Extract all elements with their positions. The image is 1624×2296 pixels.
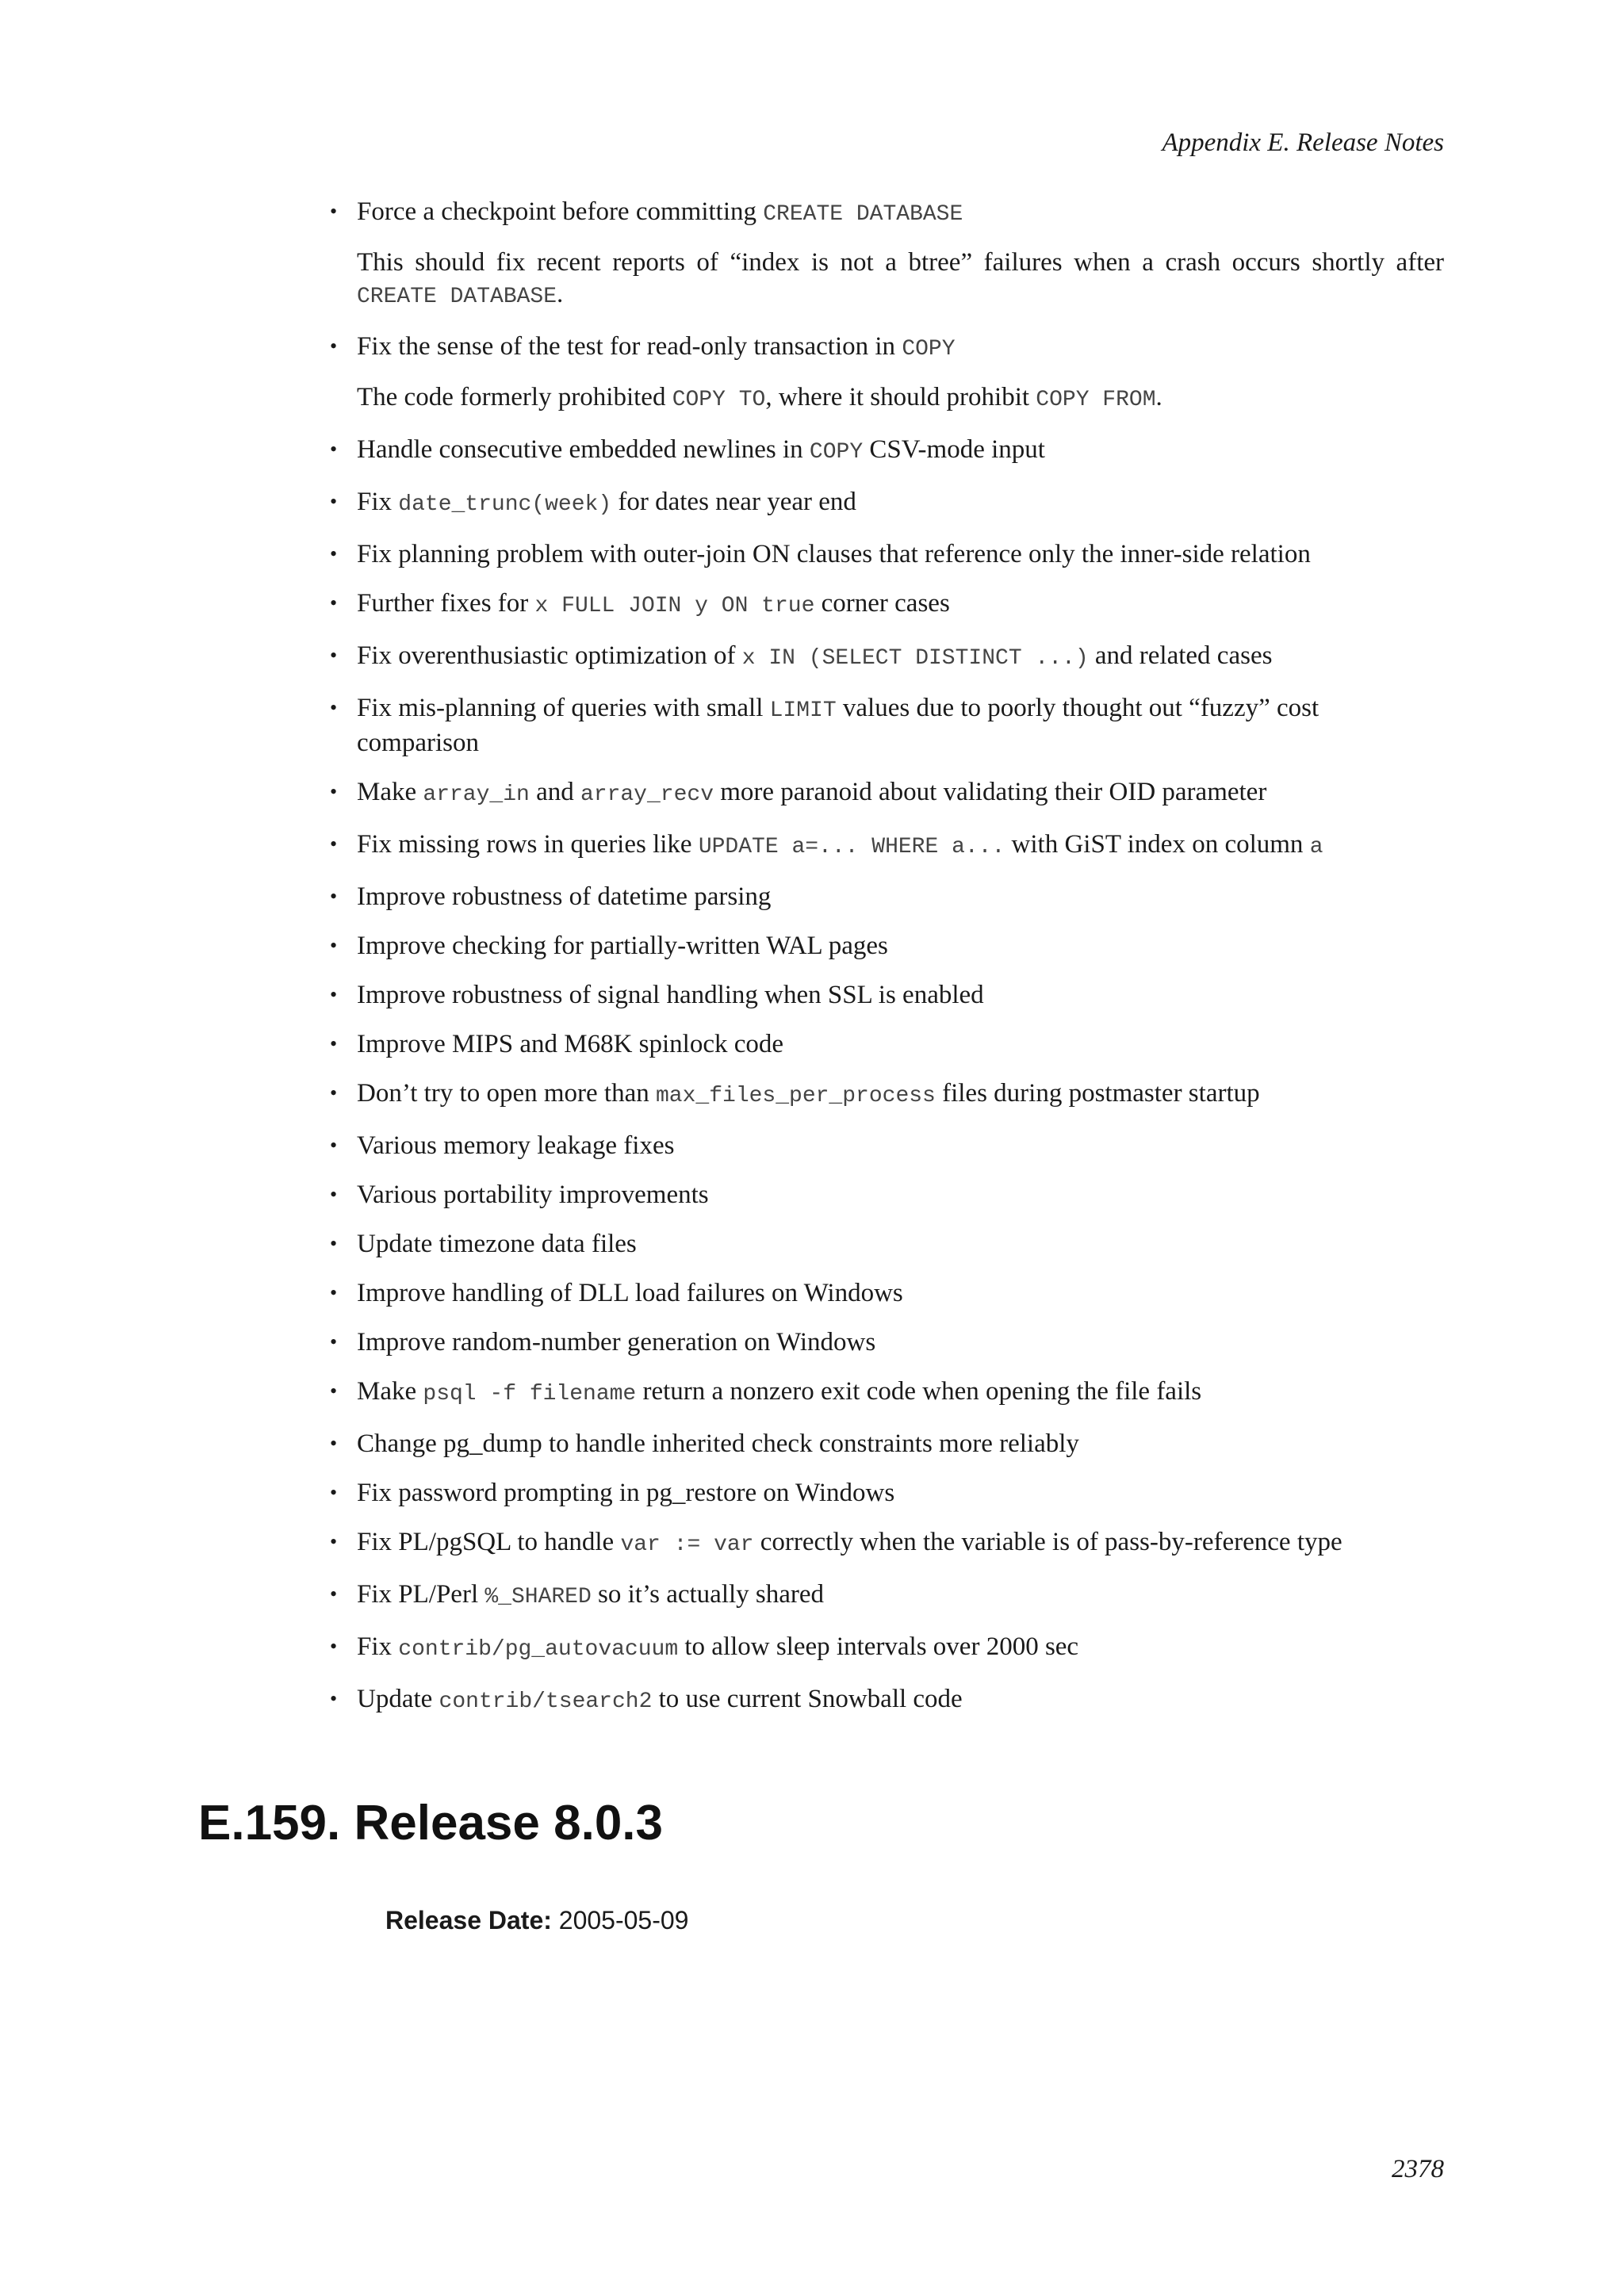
- code-literal: COPY: [809, 440, 864, 465]
- list-item: [324, 1477, 1444, 1509]
- bullet: •: [330, 490, 338, 513]
- list-item: • Further fixes for x FULL JOIN y ON true corner cases: [330, 589, 950, 618]
- release-date: [385, 1904, 688, 1936]
- code-literal: %_SHARED: [485, 1585, 592, 1609]
- code-literal: psql -f filename: [423, 1382, 637, 1406]
- list-item: [324, 1428, 1444, 1460]
- item-text: Improve MIPS and M68K spinlock code: [357, 1030, 784, 1058]
- code-literal: CREATE DATABASE: [763, 202, 963, 227]
- code-literal: COPY: [902, 337, 956, 362]
- item-text: Fix the sense of the test for read-only transaction in: [357, 332, 902, 361]
- list-item: [324, 1228, 1444, 1260]
- release-date-label: Release Date:: [385, 1906, 552, 1934]
- list-item: [324, 1130, 1444, 1161]
- bullet: •: [330, 1183, 338, 1206]
- bullet: •: [330, 832, 338, 855]
- list-item: [324, 331, 1444, 416]
- running-header: Appendix E. Release Notes: [1162, 128, 1444, 157]
- item-text: Fix missing rows in queries like: [357, 830, 699, 859]
- item-text: Improve random-number generation on Windows: [357, 1328, 876, 1357]
- list-item: [324, 930, 1444, 962]
- item-text: Don’t try to open more than: [357, 1079, 656, 1108]
- item-text: Change pg_dump to handle inherited check constraints more reliably: [357, 1429, 1079, 1458]
- bullet: •: [330, 200, 338, 223]
- list-item: • Fix mis-planning of queries with small LIMIT values due to poorly thought out “fuzzy” cost comparison: [330, 694, 1320, 757]
- code-literal: max_files_per_process: [656, 1084, 936, 1108]
- code-literal: date_trunc(week): [398, 492, 612, 517]
- bullet: •: [330, 1081, 338, 1104]
- bullet: •: [330, 885, 338, 908]
- item-text: Make: [357, 778, 423, 806]
- list-item: [324, 1028, 1444, 1060]
- bullet: •: [330, 591, 338, 614]
- bullet: •: [330, 1481, 338, 1504]
- item-text: Fix: [357, 488, 399, 516]
- list-item: • Fix date_trunc(week) for dates near year end: [330, 488, 856, 517]
- bullet: •: [330, 542, 338, 565]
- item-text: Force a checkpoint before committing: [357, 197, 764, 226]
- bullet: •: [330, 1432, 338, 1455]
- item-text: Fix password prompting in pg_restore on Windows: [357, 1479, 895, 1507]
- item-text: Handle consecutive embedded newlines in: [357, 435, 810, 464]
- bullet: •: [330, 1232, 338, 1255]
- code-literal: contrib/tsearch2: [439, 1689, 653, 1714]
- list-item: • Fix PL/pgSQL to handle var := var correctly when the variable is of pass-by-reference type: [330, 1528, 1342, 1557]
- bullet: •: [330, 1530, 338, 1553]
- list-item: [324, 1179, 1444, 1211]
- bullet: •: [330, 1330, 338, 1353]
- bullet: •: [330, 983, 338, 1006]
- list-item: • Make psql -f filename return a nonzero exit code when opening the file fails: [330, 1377, 1202, 1406]
- list-item: • Make array_in and array_recv more paranoid about validating their OID parameter: [330, 778, 1267, 807]
- bullet: •: [330, 780, 338, 803]
- list-item: • Handle consecutive embedded newlines in COPY CSV-mode input: [330, 435, 1045, 465]
- item-text: Fix PL/Perl: [357, 1580, 485, 1609]
- item-text: Update: [357, 1685, 439, 1713]
- bullet: •: [330, 1582, 338, 1605]
- code-literal: LIMIT: [769, 698, 837, 723]
- list-item: [324, 1326, 1444, 1358]
- bullet: •: [330, 1134, 338, 1157]
- item-text: Fix planning problem with outer-join ON clauses that reference only the inner-side relation: [357, 540, 1311, 568]
- item-description: This should fix recent reports of “index is not a btree” failures when a crash occurs shortly after CREATE DATABASE.: [357, 248, 1444, 309]
- code-literal: x FULL JOIN y ON true: [534, 594, 815, 618]
- list-item: [324, 196, 1444, 313]
- bullet: •: [330, 644, 338, 667]
- item-text: Improve robustness of datetime parsing: [357, 882, 772, 911]
- item-text: Improve handling of DLL load failures on Windows: [357, 1279, 903, 1307]
- list-item: • Fix overenthusiastic optimization of x IN (SELECT DISTINCT ...) and related cases: [330, 641, 1273, 671]
- code-literal: a: [1309, 835, 1323, 859]
- item-text: Improve robustness of signal handling when SSL is enabled: [357, 981, 984, 1009]
- code-literal: COPY TO: [672, 388, 766, 412]
- bullet: •: [330, 696, 338, 719]
- bullet: •: [330, 1687, 338, 1710]
- list-item: • Fix missing rows in queries like UPDATE a=... WHERE a... with GiST index on column a: [330, 830, 1323, 859]
- item-text: Fix: [357, 1632, 399, 1661]
- bullet: •: [330, 1635, 338, 1658]
- bullet: •: [330, 1380, 338, 1402]
- item-description: The code formerly prohibited COPY TO, where it should prohibit COPY FROM.: [357, 383, 1162, 412]
- bullet: •: [330, 1281, 338, 1304]
- code-literal: UPDATE a=... WHERE a...: [698, 835, 1005, 859]
- list-item: [324, 1277, 1444, 1309]
- item-text: Fix overenthusiastic optimization of: [357, 641, 742, 670]
- list-item: [324, 538, 1444, 570]
- item-text: Update timezone data files: [357, 1230, 637, 1258]
- item-text: Improve checking for partially-written WAL pages: [357, 932, 888, 960]
- bullet: •: [330, 438, 338, 461]
- bullet: •: [330, 335, 338, 358]
- code-literal: array_in: [423, 783, 530, 807]
- code-literal: x IN (SELECT DISTINCT ...): [741, 646, 1089, 671]
- code-literal: var := var: [620, 1533, 754, 1557]
- list-item: [324, 881, 1444, 913]
- list-item: [324, 979, 1444, 1011]
- item-text: Various portability improvements: [357, 1181, 709, 1209]
- item-text: Fix mis-planning of queries with small: [357, 694, 770, 722]
- list-item: • Fix PL/Perl %_SHARED so it’s actually shared: [330, 1580, 825, 1609]
- item-text: Further fixes for: [357, 589, 535, 618]
- code-literal: array_recv: [580, 783, 714, 807]
- release-notes-list: [324, 196, 1444, 1718]
- item-text: Fix PL/pgSQL to handle: [357, 1528, 621, 1556]
- section-heading: E.159. Release 8.0.3: [198, 1796, 664, 1850]
- page-number: 2378: [1392, 2155, 1444, 2183]
- bullet: •: [330, 1032, 338, 1055]
- item-text: Make: [357, 1377, 423, 1406]
- code-literal: CREATE DATABASE: [357, 285, 557, 309]
- bullet: •: [330, 934, 338, 957]
- release-date-value: 2005-05-09: [558, 1906, 689, 1934]
- code-literal: COPY FROM: [1036, 388, 1156, 412]
- code-literal: contrib/pg_autovacuum: [398, 1637, 679, 1662]
- list-item: • Fix contrib/pg_autovacuum to allow sleep intervals over 2000 sec: [330, 1632, 1079, 1662]
- list-item: • Don’t try to open more than max_files_per_process files during postmaster startup: [330, 1079, 1260, 1108]
- list-item: • Update contrib/tsearch2 to use current Snowball code: [330, 1685, 963, 1714]
- item-text: Various memory leakage fixes: [357, 1131, 675, 1160]
